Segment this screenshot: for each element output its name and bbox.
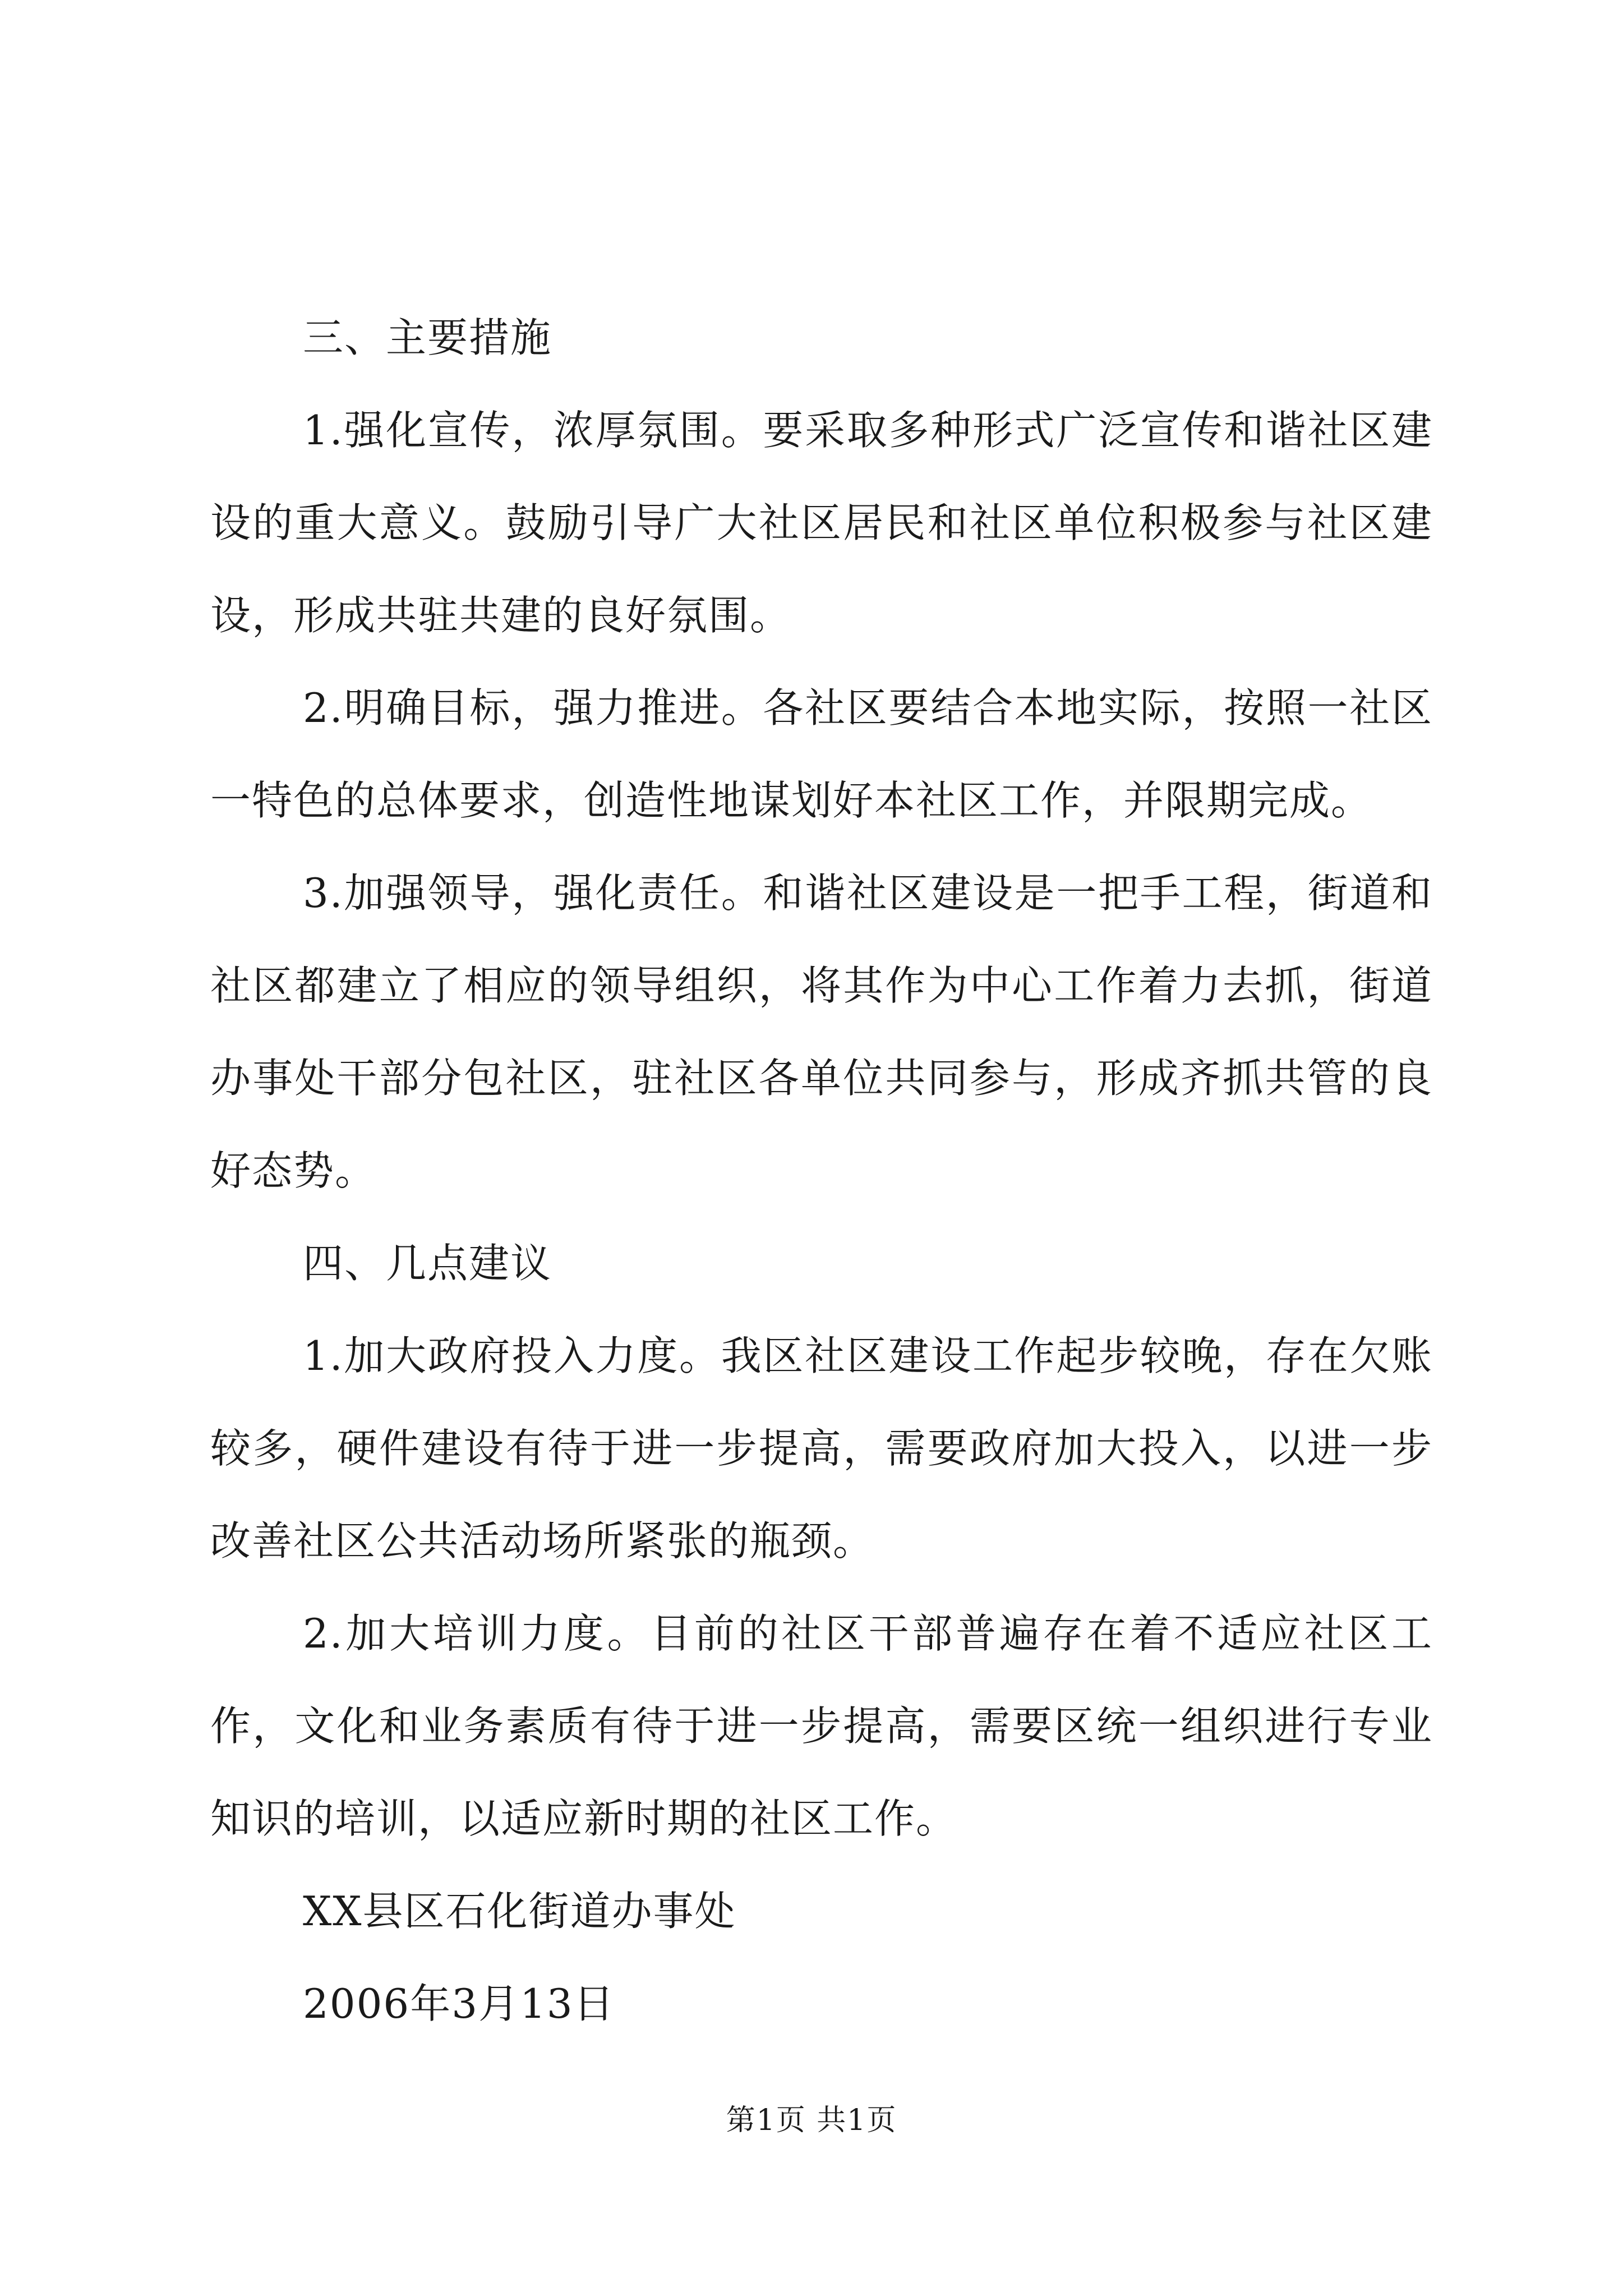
suggestion-paragraph-2: 2.加大培训力度。目前的社区干部普遍存在着不适应社区工作，文化和业务素质有待于进一步提高，需要区统一组织进行专业知识的培训，以适应新时期的社区工作。 [210,1610,1433,1842]
suggestion-paragraph-1: 1.加大政府投入力度。我区社区建设工作起步较晚，存在欠账较多，硬件建设有待于进一步提高，需要政府加大投入，以进一步改善社区公共活动场所紧张的瓶颈。 [210,1332,1433,1565]
section-heading-measures: 三、主要措施 [303,314,552,361]
page-number-label: 第1页 共1页 [726,2104,897,2137]
measure-paragraph-3: 3.加强领导，强化责任。和谐社区建设是一把手工程，街道和社区都建立了相应的领导组织，将其作为中心工作着力去抓，街道办事处干部分包社区，驻社区各单位共同参与，形成齐抓共管的良好态势。 [210,869,1433,1194]
measure-paragraph-1: 1.强化宣传，浓厚氛围。要采取多种形式广泛宣传和谐社区建设的重大意义。鼓励引导广大社区居民和社区单位积极参与社区建设，形成共驻共建的良好氛围。 [210,407,1433,639]
page-footer [0,2101,1623,2140]
signature-organization: XX县区石化街道办事处 [303,1888,736,1935]
section-heading-suggestions: 四、几点建议 [303,1240,552,1287]
signature-date: 2006年3月13日 [303,1980,615,2027]
measure-paragraph-2: 2.明确目标，强力推进。各社区要结合本地实际，按照一社区一特色的总体要求，创造性地谋划好本社区工作，并限期完成。 [210,684,1433,824]
document-body [210,292,1433,2050]
